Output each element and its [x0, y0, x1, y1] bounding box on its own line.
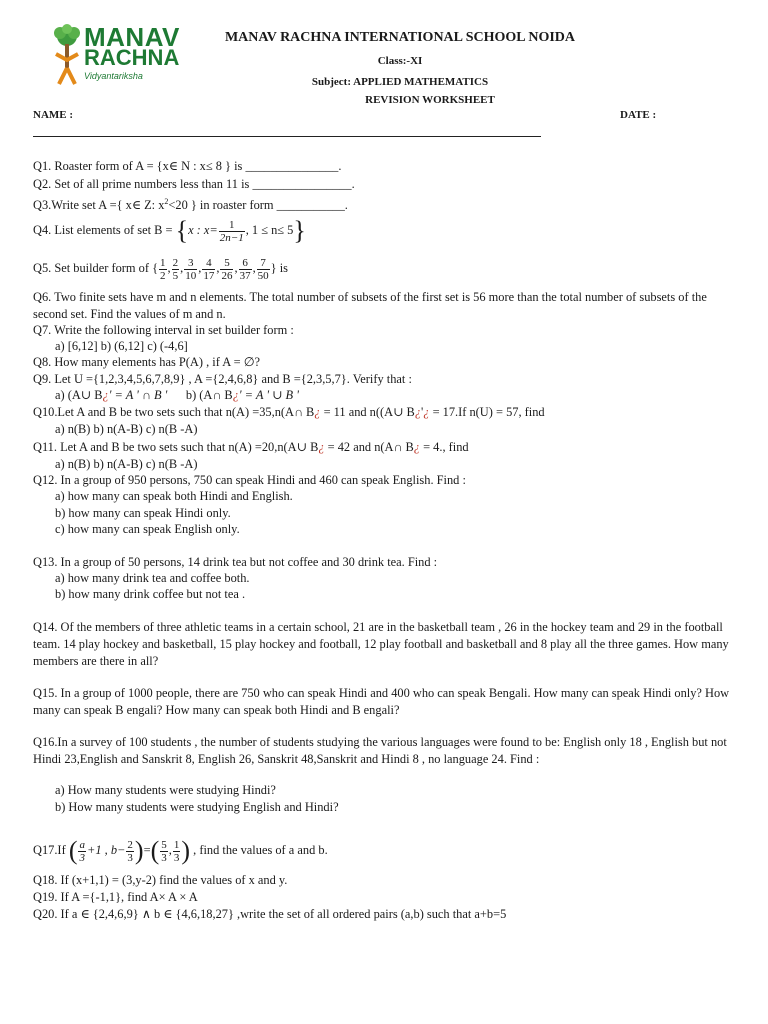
question-20: Q20. If a ∈ {2,4,6,9} ∧ b ∈ {4,6,18,27} ,write the set of all ordered pairs (a,b) such that a+b=5 [33, 907, 507, 921]
q11-glyph-1: ¿ [318, 440, 325, 454]
question-18: Q18. If (x+1,1) = (3,y-2) find the values of x and y. [33, 873, 288, 887]
q17-text-b: +1 , b− [86, 843, 126, 857]
question-4 [33, 216, 306, 245]
q4-text-a: Q4. List elements of set B = [33, 223, 173, 237]
worksheet-title: REVISION WORKSHEET [365, 94, 495, 106]
q17-paren-close-2: ) [181, 836, 191, 866]
q16-option-b: b) How many students were studying English and Hindi? [55, 800, 339, 814]
q10-options: a) n(B) b) n(A-B) c) n(B -A) [55, 422, 198, 436]
q4-fraction [219, 219, 245, 244]
q9-a-glyph: ¿ [102, 388, 109, 402]
q9-b-glyph: ¿ [232, 388, 239, 402]
q5-numerator: 3 [184, 257, 197, 270]
q5-denominator: 5 [172, 269, 179, 282]
q5-numerator: 4 [202, 257, 215, 270]
q17-fraction-4 [173, 839, 181, 864]
q9-options [55, 387, 299, 403]
date-label: DATE : [620, 109, 657, 121]
q17-f2-num: 2 [127, 838, 133, 851]
q5-denominator: 2 [160, 269, 166, 282]
q17-fraction-2 [126, 839, 134, 864]
q10-glyph-3: ¿ [423, 405, 430, 419]
q5-denominator: 50 [257, 269, 269, 282]
q16-option-a: a) How many students were studying Hindi? [55, 783, 276, 797]
q13-option-a: a) how many drink tea and coffee both. [55, 571, 250, 585]
q11-text-c: = 4., find [420, 440, 469, 454]
question-15: Q15. In a group of 1000 people, there are 750 who can speak Hindi and 400 who can speak Bengali. How many can speak Hindi only? How many can speak B engali? How many can speak both Hindi and B engali? [33, 686, 730, 717]
q17-fraction-3 [160, 839, 168, 864]
q5-separator: , [198, 261, 202, 275]
q3-text-b: <20 } in roaster form ___________. [168, 198, 348, 213]
q10-text-b: = 11 and n((A∪ B [320, 405, 415, 419]
q17-fraction-1 [78, 839, 86, 864]
logo-tagline: Vidyantariksha [84, 71, 143, 81]
question-14: Q14. Of the members of three athletic teams in a certain school, 21 are in the basketball team , 26 in the hockey team and 29 in the football team. 14 play hockey and basketball, 15 play hockey and football, 12 play football and basketball and 8 play all the three games. How many members are there in all? [33, 620, 729, 668]
q17-f4-den: 3 [173, 851, 180, 864]
q5-numerator: 5 [220, 257, 233, 270]
question-6: Q6. Two finite sets have m and n elements. The total number of subsets of the first set is 56 more than the total number of subsets of the second set. Find the values of m and n. [33, 290, 707, 321]
question-7: Q7. Write the following interval in set builder form : [33, 323, 294, 337]
q4-brace-close: } [293, 216, 306, 246]
q5-denominator: 10 [185, 269, 197, 282]
q7-options: a) [6,12] b) (6,12] c) (-4,6] [55, 339, 188, 353]
q11-text-b: = 42 and n(A∩ B [324, 440, 414, 454]
question-9: Q9. Let U ={1,2,3,4,5,6,7,8,9} , A ={2,4,6,8} and B ={2,3,5,7}. Verify that : [33, 372, 412, 386]
q10-text-c: ' [421, 405, 424, 419]
q5-numerator: 2 [172, 256, 179, 269]
q5-separator: , [216, 261, 220, 275]
q5-numerator: 1 [160, 256, 166, 269]
question-19: Q19. If A ={-1,1}, find A× A × A [33, 890, 198, 904]
school-name: MANAV RACHNA INTERNATIONAL SCHOOL NOIDA [224, 30, 576, 45]
q9-a-text2: ' = A ' ∩ B ' [108, 388, 168, 402]
question-10 [33, 404, 545, 420]
q5-fraction [257, 257, 270, 282]
q17-f1-den: 3 [79, 851, 85, 864]
q3-text-a: Q3.Write set A ={ x∈ Z: x [33, 198, 165, 213]
q9-b-text: b) (A∩ B [185, 388, 233, 402]
q13-option-b: b) how many drink coffee but not tea . [55, 587, 246, 601]
question-2: Q2. Set of all prime numbers less than 11 is ________________. [33, 177, 355, 191]
name-label: NAME : [33, 109, 74, 121]
subject-label: Subject: APPLIED MATHEMATICS [311, 76, 489, 88]
question-1: Q1. Roaster form of A = {x∈ N : x≤ 8 } is _______________. [33, 159, 342, 173]
question-13: Q13. In a group of 50 persons, 14 drink tea but not coffee and 30 drink tea. Find : [33, 555, 438, 569]
class-label: Class:-XI [377, 55, 423, 67]
q17-paren-open-1: ( [68, 836, 78, 866]
logo-wordmark-2: RACHNA [84, 45, 180, 70]
q17-f2-den: 3 [127, 851, 133, 864]
q4-numerator: 1 [219, 219, 245, 232]
q5-numerator: 6 [239, 257, 252, 270]
q5-fraction [220, 257, 233, 282]
q4-brace-open: { [175, 216, 189, 246]
header-divider [33, 136, 541, 137]
q5-denominator: 37 [239, 269, 251, 282]
q12-option-a: a) how many can speak both Hindi and English. [55, 489, 293, 503]
q5-fraction [202, 257, 215, 282]
q17-f1-num: a [79, 838, 85, 851]
q4-text-c: , 1 ≤ n≤ 5 [245, 223, 294, 237]
q5-fraction [172, 257, 180, 282]
q4-denominator: 2n−1 [219, 231, 244, 244]
q10-glyph-1: ¿ [314, 405, 321, 419]
q5-numerator: 7 [257, 257, 270, 270]
q17-comma: , [168, 843, 172, 857]
question-17 [33, 835, 328, 866]
question-3 [33, 194, 348, 213]
q11-text-a: Q11. Let A and B be two sets such that n(A) =20,n(A∪ B [33, 440, 319, 454]
question-11 [33, 439, 469, 455]
q5-denominator: 17 [203, 269, 215, 282]
logo-wordmark-1: MANAV [84, 22, 180, 52]
q5-text-b: } is [270, 261, 288, 275]
q17-f4-num: 1 [173, 838, 180, 851]
q3-superscript: 2 [164, 197, 169, 206]
q9-a-text: a) (A∪ B [55, 388, 103, 402]
q9-b-text2: ' = A ' ∪ B ' [238, 388, 299, 402]
q4-text-b: x : x= [188, 223, 218, 237]
q5-separator: , [167, 261, 171, 275]
question-12: Q12. In a group of 950 persons, 750 can speak Hindi and 460 can speak English. Find : [33, 473, 466, 487]
q17-equals: = [143, 843, 151, 857]
q5-separator: , [180, 261, 184, 275]
q11-options: a) n(B) b) n(A-B) c) n(B -A) [55, 457, 198, 471]
q17-f3-num: 5 [161, 838, 167, 851]
q5-fraction-list [158, 256, 271, 282]
q17-f3-den: 3 [161, 851, 167, 864]
q5-separator: , [252, 261, 256, 275]
q10-glyph-2: ¿ [414, 405, 422, 419]
question-8: Q8. How many elements has P(A) , if A = ∅? [33, 355, 261, 369]
question-5 [33, 254, 288, 282]
q17-paren-close-1: ) [134, 836, 144, 866]
q11-glyph-2: ¿ [413, 440, 420, 454]
q10-text-d: = 17.If n(U) = 57, find [429, 405, 545, 419]
question-16: Q16.In a survey of 100 students , the number of students studying the various languages were found to be: English only 18 , English but not Hindi 23,English and Sanskrit 8, English 26, Sanskrit 48,Sanskrit and Hindi 8 , no language 24. Find : [33, 735, 727, 766]
q5-fraction [239, 257, 252, 282]
q17-text-e: , find the values of a and b. [193, 843, 328, 857]
q5-text-a: Q5. Set builder form of { [33, 261, 159, 275]
q5-fraction [184, 257, 197, 282]
q5-fraction [159, 257, 167, 282]
q10-text-a: Q10.Let A and B be two sets such that n(A) =35,n(A∩ B [33, 405, 315, 419]
q5-denominator: 26 [221, 269, 233, 282]
q12-option-b: b) how many can speak Hindi only. [55, 506, 231, 520]
q17-paren-open-2: ( [150, 836, 160, 866]
q5-separator: , [234, 261, 238, 275]
q12-option-c: c) how many can speak English only. [55, 522, 240, 536]
q17-text-a: Q17.If [33, 843, 66, 857]
